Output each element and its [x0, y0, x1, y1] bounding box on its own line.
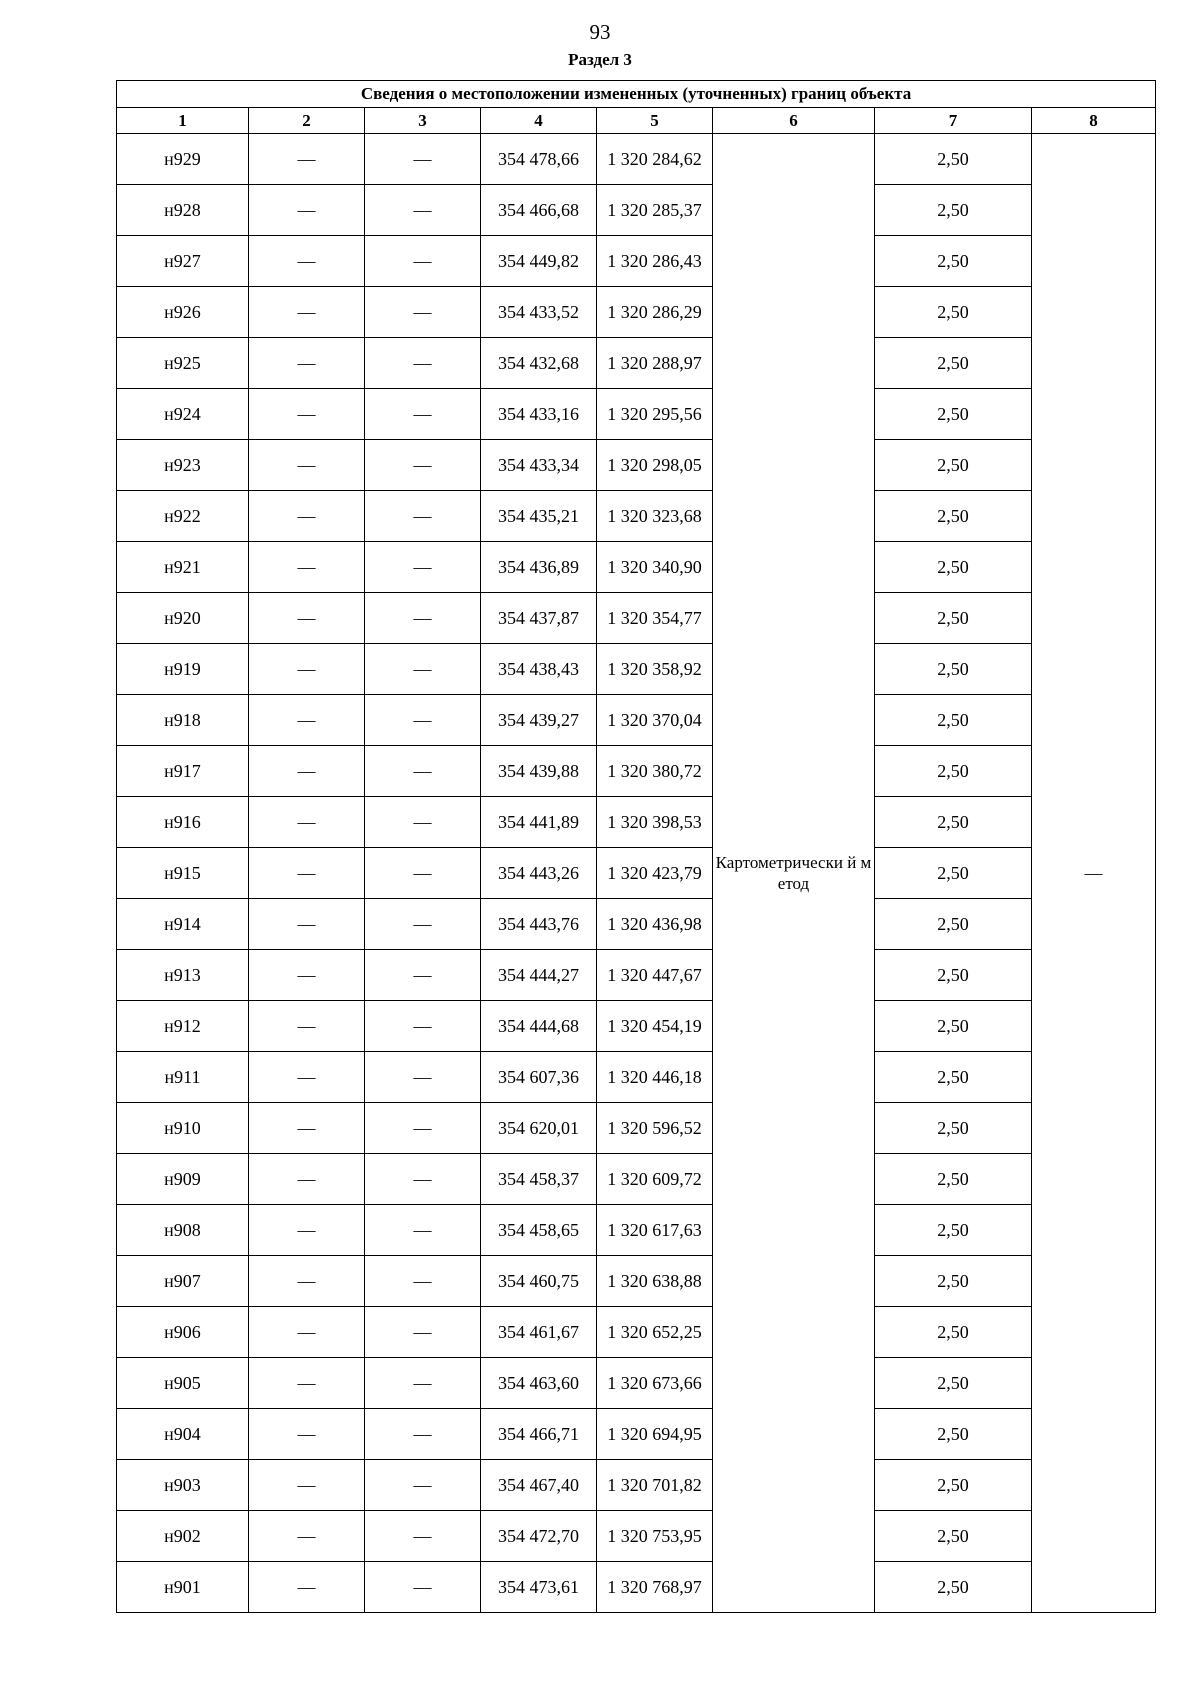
point-number-cell: н906	[117, 1307, 249, 1358]
empty-dash-cell: —	[249, 287, 365, 338]
accuracy-cell: 2,50	[875, 1460, 1032, 1511]
empty-dash-cell: —	[365, 1409, 481, 1460]
x-coordinate-cell: 354 439,27	[481, 695, 597, 746]
empty-dash-cell: —	[249, 695, 365, 746]
point-number-cell: н926	[117, 287, 249, 338]
empty-dash-cell: —	[249, 338, 365, 389]
point-number-cell: н902	[117, 1511, 249, 1562]
empty-dash-cell: —	[365, 695, 481, 746]
table-row	[117, 746, 1156, 797]
empty-dash-cell: —	[365, 899, 481, 950]
empty-dash-cell: —	[365, 338, 481, 389]
table-row	[117, 1154, 1156, 1205]
accuracy-cell: 2,50	[875, 338, 1032, 389]
x-coordinate-cell: 354 443,76	[481, 899, 597, 950]
x-coordinate-cell: 354 467,40	[481, 1460, 597, 1511]
x-coordinate-cell: 354 437,87	[481, 593, 597, 644]
accuracy-cell: 2,50	[875, 695, 1032, 746]
x-coordinate-cell: 354 472,70	[481, 1511, 597, 1562]
x-coordinate-cell: 354 432,68	[481, 338, 597, 389]
accuracy-cell: 2,50	[875, 440, 1032, 491]
table-row	[117, 440, 1156, 491]
x-coordinate-cell: 354 439,88	[481, 746, 597, 797]
table-row	[117, 950, 1156, 1001]
empty-dash-cell: —	[365, 1001, 481, 1052]
table-row	[117, 1256, 1156, 1307]
x-coordinate-cell: 354 478,66	[481, 134, 597, 185]
point-number-cell: н920	[117, 593, 249, 644]
empty-dash-cell: —	[365, 797, 481, 848]
column-number-row	[117, 108, 1156, 134]
empty-dash-cell: —	[365, 1052, 481, 1103]
accuracy-cell: 2,50	[875, 899, 1032, 950]
empty-dash-cell: —	[365, 1256, 481, 1307]
point-number-cell: н915	[117, 848, 249, 899]
y-coordinate-cell: 1 320 340,90	[597, 542, 713, 593]
point-number-cell: н919	[117, 644, 249, 695]
x-coordinate-cell: 354 620,01	[481, 1103, 597, 1154]
empty-dash-cell: —	[365, 1511, 481, 1562]
table-row	[117, 1562, 1156, 1613]
empty-dash-cell: —	[249, 1409, 365, 1460]
y-coordinate-cell: 1 320 285,37	[597, 185, 713, 236]
accuracy-cell: 2,50	[875, 389, 1032, 440]
x-coordinate-cell: 354 463,60	[481, 1358, 597, 1409]
x-coordinate-cell: 354 460,75	[481, 1256, 597, 1307]
table-caption: Сведения о местоположении измененных (уточненных) границ объекта	[117, 81, 1156, 108]
empty-dash-cell: —	[365, 644, 481, 695]
point-number-cell: н918	[117, 695, 249, 746]
empty-dash-cell: —	[365, 134, 481, 185]
accuracy-cell: 2,50	[875, 1052, 1032, 1103]
x-coordinate-cell: 354 466,71	[481, 1409, 597, 1460]
point-number-cell: н905	[117, 1358, 249, 1409]
empty-dash-cell: —	[249, 1511, 365, 1562]
x-coordinate-cell: 354 443,26	[481, 848, 597, 899]
y-coordinate-cell: 1 320 768,97	[597, 1562, 713, 1613]
y-coordinate-cell: 1 320 436,98	[597, 899, 713, 950]
y-coordinate-cell: 1 320 323,68	[597, 491, 713, 542]
x-coordinate-cell: 354 444,27	[481, 950, 597, 1001]
x-coordinate-cell: 354 458,37	[481, 1154, 597, 1205]
accuracy-cell: 2,50	[875, 950, 1032, 1001]
accuracy-cell: 2,50	[875, 491, 1032, 542]
point-number-cell: н912	[117, 1001, 249, 1052]
x-coordinate-cell: 354 436,89	[481, 542, 597, 593]
accuracy-cell: 2,50	[875, 1154, 1032, 1205]
accuracy-cell: 2,50	[875, 848, 1032, 899]
empty-dash-cell: —	[249, 644, 365, 695]
point-number-cell: н927	[117, 236, 249, 287]
empty-dash-cell: —	[249, 797, 365, 848]
empty-dash-cell: —	[249, 491, 365, 542]
empty-dash-cell: —	[249, 1256, 365, 1307]
point-number-cell: н916	[117, 797, 249, 848]
empty-dash-cell: —	[365, 746, 481, 797]
y-coordinate-cell: 1 320 609,72	[597, 1154, 713, 1205]
point-number-cell: н909	[117, 1154, 249, 1205]
table-row	[117, 389, 1156, 440]
accuracy-cell: 2,50	[875, 1562, 1032, 1613]
y-coordinate-cell: 1 320 454,19	[597, 1001, 713, 1052]
point-number-cell: н923	[117, 440, 249, 491]
x-coordinate-cell: 354 441,89	[481, 797, 597, 848]
empty-dash-cell: —	[249, 1001, 365, 1052]
empty-dash-cell: —	[249, 1460, 365, 1511]
empty-dash-cell: —	[365, 1307, 481, 1358]
y-coordinate-cell: 1 320 286,29	[597, 287, 713, 338]
point-number-cell: н928	[117, 185, 249, 236]
empty-dash-cell: —	[365, 440, 481, 491]
table-row	[117, 134, 1156, 185]
table-row	[117, 695, 1156, 746]
accuracy-cell: 2,50	[875, 236, 1032, 287]
column-number: 7	[875, 108, 1032, 134]
y-coordinate-cell: 1 320 380,72	[597, 746, 713, 797]
point-number-cell: н929	[117, 134, 249, 185]
empty-dash-cell: —	[249, 1052, 365, 1103]
page-number: 93	[589, 20, 611, 44]
point-number-cell: н925	[117, 338, 249, 389]
method-cell: Картометрически й метод	[713, 134, 875, 1613]
accuracy-cell: 2,50	[875, 287, 1032, 338]
empty-dash-cell: —	[249, 950, 365, 1001]
empty-dash-cell: —	[365, 236, 481, 287]
point-number-cell: н921	[117, 542, 249, 593]
y-coordinate-cell: 1 320 652,25	[597, 1307, 713, 1358]
y-coordinate-cell: 1 320 298,05	[597, 440, 713, 491]
column-number: 4	[481, 108, 597, 134]
empty-dash-cell: —	[249, 1103, 365, 1154]
point-number-cell: н924	[117, 389, 249, 440]
table-row	[117, 1511, 1156, 1562]
point-number-cell: н901	[117, 1562, 249, 1613]
table-row	[117, 1307, 1156, 1358]
empty-dash-cell: —	[249, 1307, 365, 1358]
table-row	[117, 899, 1156, 950]
empty-dash-cell: —	[365, 1103, 481, 1154]
y-coordinate-cell: 1 320 286,43	[597, 236, 713, 287]
table-row	[117, 1358, 1156, 1409]
y-coordinate-cell: 1 320 617,63	[597, 1205, 713, 1256]
accuracy-cell: 2,50	[875, 185, 1032, 236]
accuracy-cell: 2,50	[875, 1001, 1032, 1052]
table-row	[117, 593, 1156, 644]
accuracy-cell: 2,50	[875, 593, 1032, 644]
boundary-coordinates-table	[116, 80, 1156, 1613]
x-coordinate-cell: 354 461,67	[481, 1307, 597, 1358]
table-row	[117, 287, 1156, 338]
column-number: 1	[117, 108, 249, 134]
x-coordinate-cell: 354 444,68	[481, 1001, 597, 1052]
column-number: 3	[365, 108, 481, 134]
x-coordinate-cell: 354 433,52	[481, 287, 597, 338]
table-row	[117, 491, 1156, 542]
y-coordinate-cell: 1 320 447,67	[597, 950, 713, 1001]
accuracy-cell: 2,50	[875, 797, 1032, 848]
section-title: Раздел 3	[568, 50, 632, 69]
column-number: 5	[597, 108, 713, 134]
empty-dash-cell: —	[365, 1154, 481, 1205]
empty-dash-cell: —	[365, 1358, 481, 1409]
point-number-cell: н913	[117, 950, 249, 1001]
empty-dash-cell: —	[249, 185, 365, 236]
x-coordinate-cell: 354 466,68	[481, 185, 597, 236]
column-number: 6	[713, 108, 875, 134]
table-row	[117, 848, 1156, 899]
empty-dash-cell: —	[249, 134, 365, 185]
x-coordinate-cell: 354 473,61	[481, 1562, 597, 1613]
table-row	[117, 338, 1156, 389]
accuracy-cell: 2,50	[875, 1511, 1032, 1562]
table-row	[117, 185, 1156, 236]
accuracy-cell: 2,50	[875, 746, 1032, 797]
point-number-cell: н922	[117, 491, 249, 542]
accuracy-cell: 2,50	[875, 1205, 1032, 1256]
empty-dash-cell: —	[365, 389, 481, 440]
x-coordinate-cell: 354 433,34	[481, 440, 597, 491]
y-coordinate-cell: 1 320 701,82	[597, 1460, 713, 1511]
y-coordinate-cell: 1 320 694,95	[597, 1409, 713, 1460]
x-coordinate-cell: 354 438,43	[481, 644, 597, 695]
x-coordinate-cell: 354 449,82	[481, 236, 597, 287]
table-row	[117, 236, 1156, 287]
empty-dash-cell: —	[365, 950, 481, 1001]
empty-dash-cell: —	[249, 1154, 365, 1205]
y-coordinate-cell: 1 320 446,18	[597, 1052, 713, 1103]
y-coordinate-cell: 1 320 398,53	[597, 797, 713, 848]
y-coordinate-cell: 1 320 295,56	[597, 389, 713, 440]
table-row	[117, 1001, 1156, 1052]
empty-dash-cell: —	[249, 1562, 365, 1613]
x-coordinate-cell: 354 435,21	[481, 491, 597, 542]
accuracy-cell: 2,50	[875, 1409, 1032, 1460]
y-coordinate-cell: 1 320 596,52	[597, 1103, 713, 1154]
table-row	[117, 542, 1156, 593]
empty-dash-cell: —	[249, 1358, 365, 1409]
column-8-cell: —	[1032, 134, 1156, 1613]
y-coordinate-cell: 1 320 284,62	[597, 134, 713, 185]
point-number-cell: н911	[117, 1052, 249, 1103]
point-number-cell: н910	[117, 1103, 249, 1154]
table-row	[117, 1103, 1156, 1154]
empty-dash-cell: —	[365, 1205, 481, 1256]
empty-dash-cell: —	[249, 848, 365, 899]
y-coordinate-cell: 1 320 673,66	[597, 1358, 713, 1409]
empty-dash-cell: —	[365, 1460, 481, 1511]
empty-dash-cell: —	[365, 491, 481, 542]
point-number-cell: н907	[117, 1256, 249, 1307]
x-coordinate-cell: 354 607,36	[481, 1052, 597, 1103]
y-coordinate-cell: 1 320 288,97	[597, 338, 713, 389]
table-body	[117, 134, 1156, 1613]
y-coordinate-cell: 1 320 358,92	[597, 644, 713, 695]
point-number-cell: н917	[117, 746, 249, 797]
accuracy-cell: 2,50	[875, 1103, 1032, 1154]
accuracy-cell: 2,50	[875, 644, 1032, 695]
empty-dash-cell: —	[365, 185, 481, 236]
y-coordinate-cell: 1 320 423,79	[597, 848, 713, 899]
accuracy-cell: 2,50	[875, 1358, 1032, 1409]
table-row	[117, 1460, 1156, 1511]
accuracy-cell: 2,50	[875, 134, 1032, 185]
empty-dash-cell: —	[249, 593, 365, 644]
accuracy-cell: 2,50	[875, 1307, 1032, 1358]
empty-dash-cell: —	[249, 542, 365, 593]
empty-dash-cell: —	[365, 848, 481, 899]
table-row	[117, 797, 1156, 848]
x-coordinate-cell: 354 458,65	[481, 1205, 597, 1256]
table-row	[117, 1205, 1156, 1256]
point-number-cell: н908	[117, 1205, 249, 1256]
empty-dash-cell: —	[249, 746, 365, 797]
point-number-cell: н903	[117, 1460, 249, 1511]
accuracy-cell: 2,50	[875, 1256, 1032, 1307]
y-coordinate-cell: 1 320 370,04	[597, 695, 713, 746]
column-number: 8	[1032, 108, 1156, 134]
empty-dash-cell: —	[249, 1205, 365, 1256]
empty-dash-cell: —	[365, 1562, 481, 1613]
table-row	[117, 1052, 1156, 1103]
empty-dash-cell: —	[365, 287, 481, 338]
point-number-cell: н904	[117, 1409, 249, 1460]
y-coordinate-cell: 1 320 753,95	[597, 1511, 713, 1562]
empty-dash-cell: —	[249, 389, 365, 440]
point-number-cell: н914	[117, 899, 249, 950]
table-row	[117, 1409, 1156, 1460]
y-coordinate-cell: 1 320 638,88	[597, 1256, 713, 1307]
empty-dash-cell: —	[249, 899, 365, 950]
empty-dash-cell: —	[249, 236, 365, 287]
empty-dash-cell: —	[249, 440, 365, 491]
accuracy-cell: 2,50	[875, 542, 1032, 593]
empty-dash-cell: —	[365, 542, 481, 593]
table-row	[117, 644, 1156, 695]
empty-dash-cell: —	[365, 593, 481, 644]
x-coordinate-cell: 354 433,16	[481, 389, 597, 440]
column-number: 2	[249, 108, 365, 134]
y-coordinate-cell: 1 320 354,77	[597, 593, 713, 644]
